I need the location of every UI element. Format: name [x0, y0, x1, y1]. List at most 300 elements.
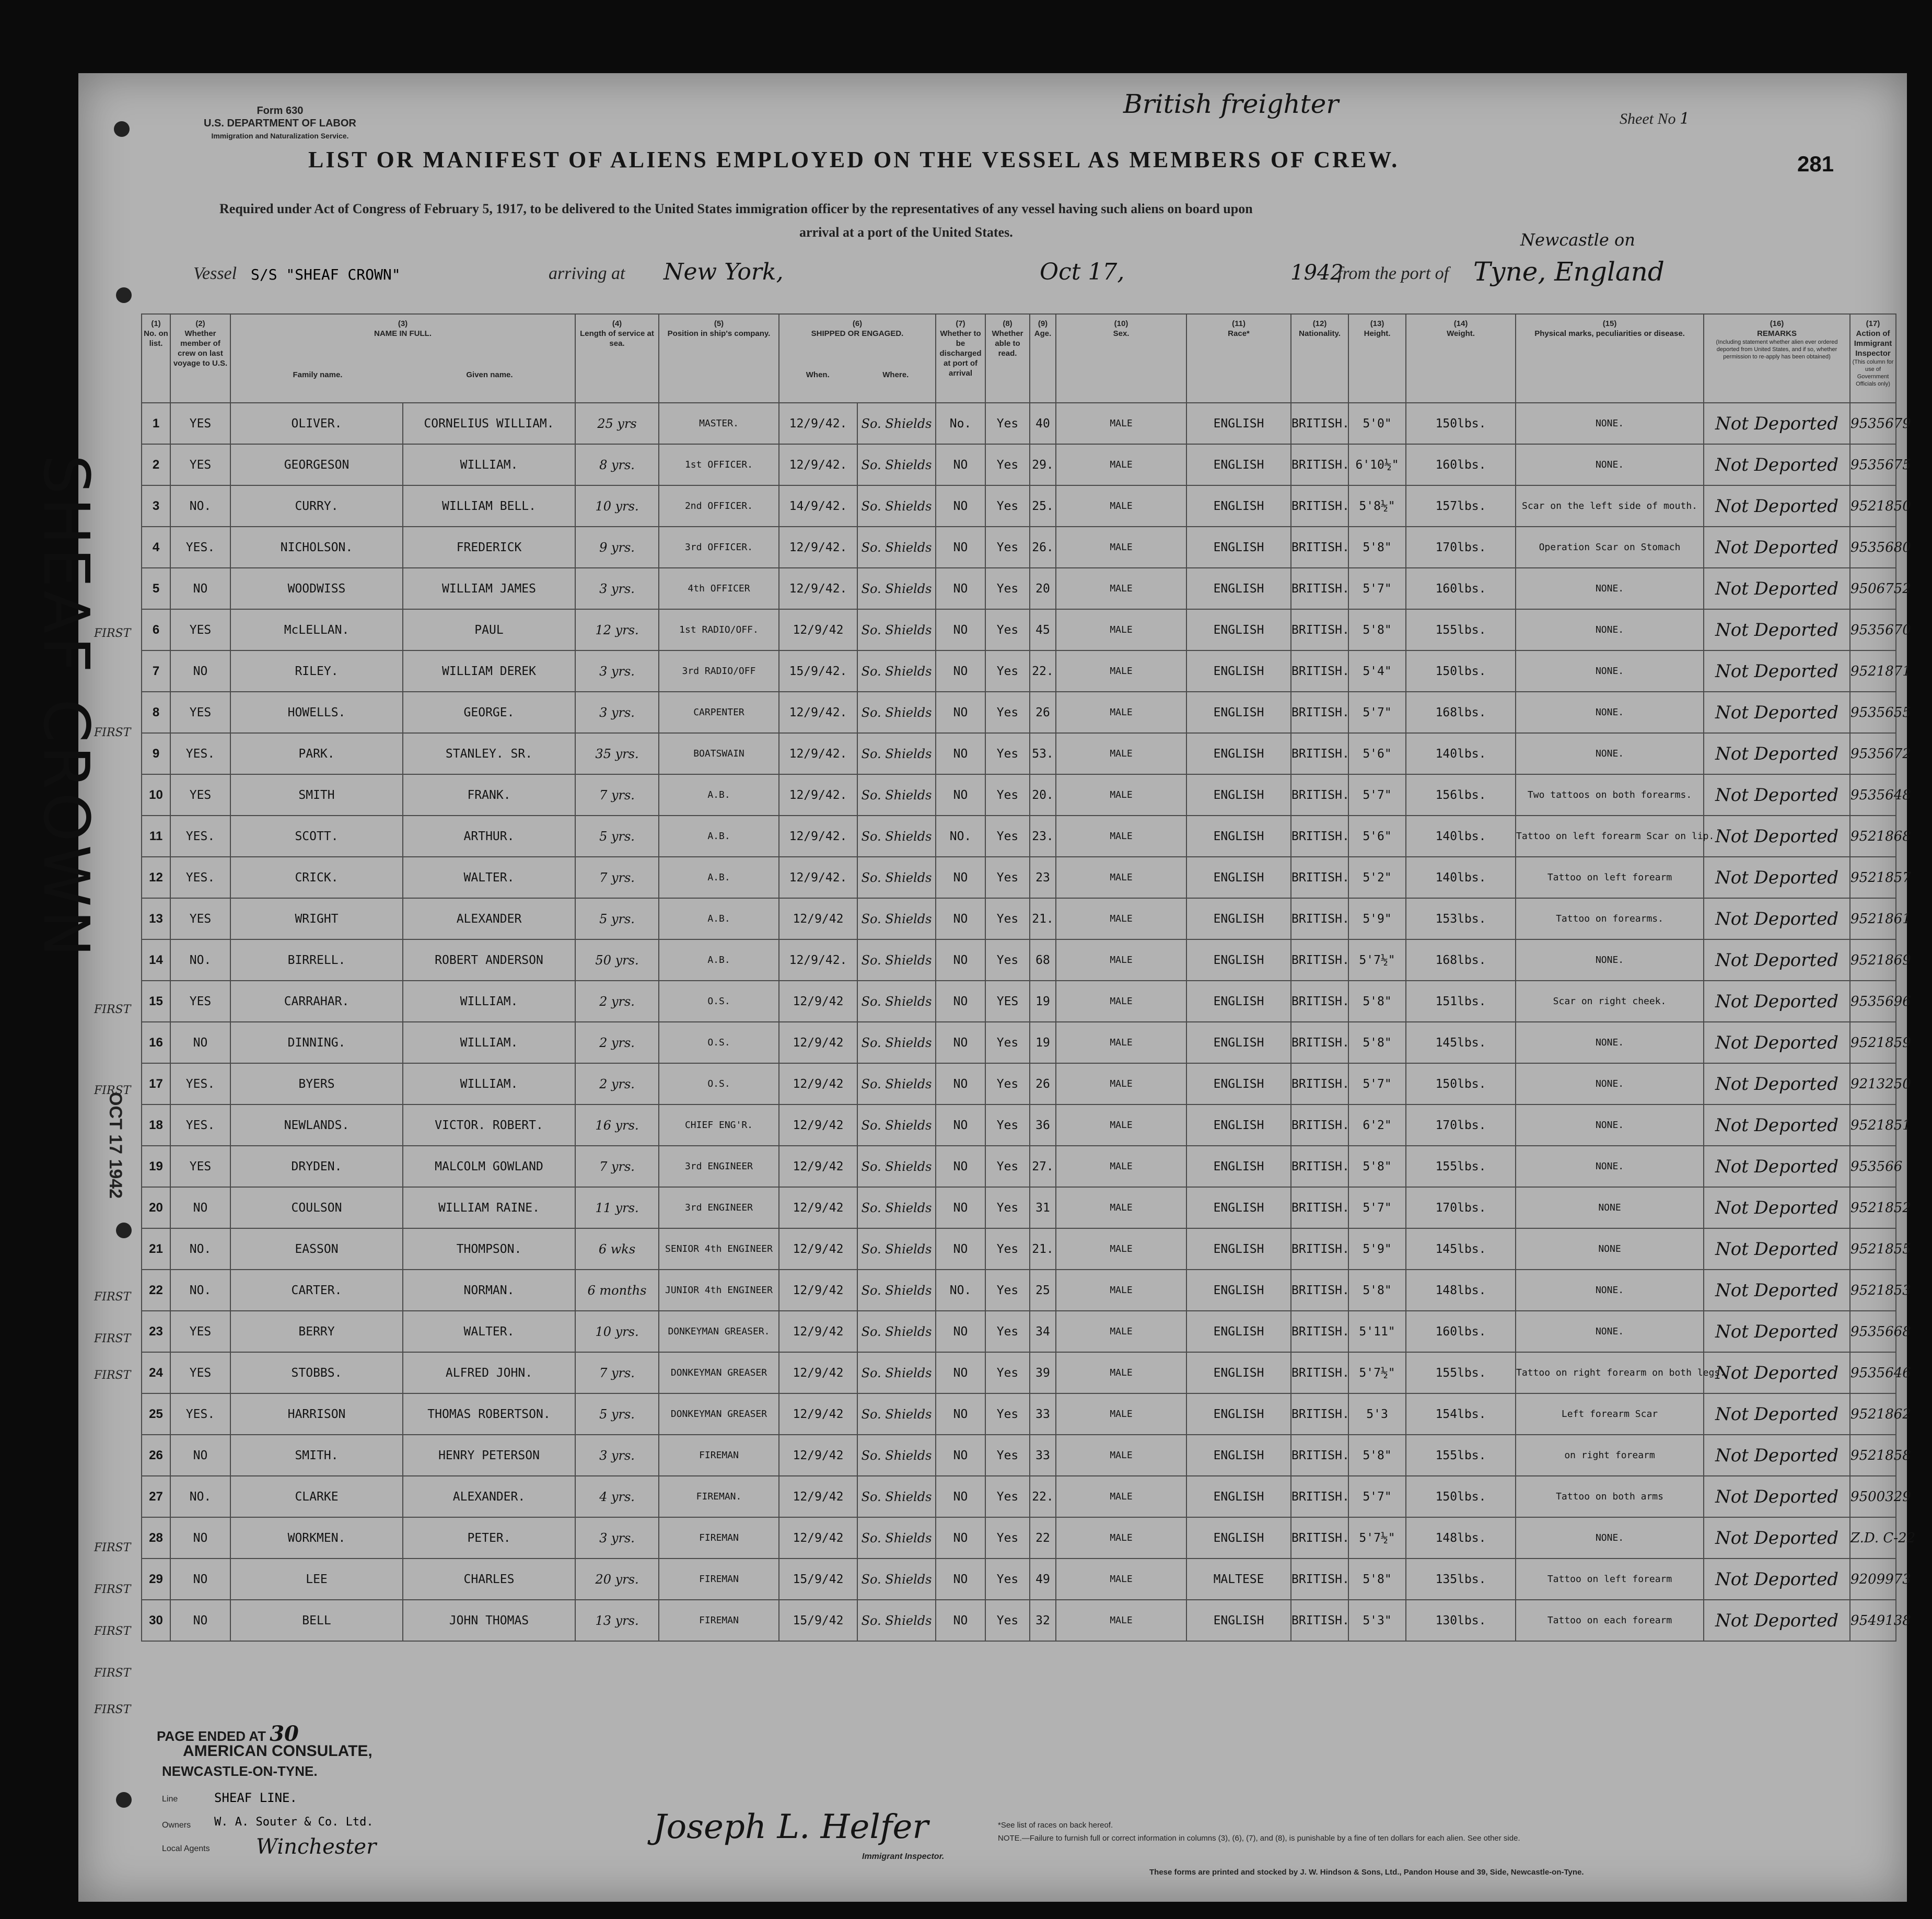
race-note: *See list of races on back hereof.: [998, 1821, 1113, 1830]
cell-height: 5'8": [1348, 1435, 1406, 1476]
vessel-name: S/S "SHEAF CROWN": [251, 266, 401, 283]
cell-weight: 170lbs.: [1406, 1104, 1516, 1146]
cell-position: A.B.: [659, 774, 779, 816]
cell-read: Yes: [985, 774, 1030, 816]
cell-remarks: Not Deported: [1704, 1311, 1850, 1352]
cell-remarks: Not Deported: [1704, 1022, 1850, 1063]
cell-read: Yes: [985, 1104, 1030, 1146]
cell-race: ENGLISH: [1186, 981, 1291, 1022]
cell-service: 7 yrs.: [575, 774, 659, 816]
cell-where: So. Shields: [857, 650, 936, 692]
crew-manifest-table: [141, 313, 1916, 1642]
cell-read: Yes: [985, 609, 1030, 650]
table-row: [142, 1517, 1896, 1559]
cell-remarks: Not Deported: [1704, 1393, 1850, 1435]
cell-last: YES: [170, 981, 230, 1022]
column-header: (13) Height.: [1348, 314, 1406, 403]
cell-family: GEORGESON: [230, 444, 403, 485]
cell-where: So. Shields: [857, 403, 936, 444]
cell-position: A.B.: [659, 939, 779, 981]
cell-remarks: Not Deported: [1704, 1187, 1850, 1228]
margin-first-mark: FIRST: [94, 1583, 131, 1596]
cell-service: 3 yrs.: [575, 692, 659, 733]
cell-when: 15/9/42: [779, 1559, 857, 1600]
cell-sex: MALE: [1056, 568, 1186, 609]
cell-given: PAUL: [403, 609, 575, 650]
table-row: [142, 1600, 1896, 1641]
cell-read: Yes: [985, 1476, 1030, 1517]
cell-last: NO.: [170, 485, 230, 527]
cell-age: 19: [1030, 981, 1056, 1022]
table-row: [142, 1146, 1896, 1187]
cell-age: 31: [1030, 1187, 1056, 1228]
arriving-label: arriving at: [549, 264, 625, 283]
cell-no: 18: [142, 1104, 170, 1146]
cell-where: So. Shields: [857, 898, 936, 939]
cell-given: WILLIAM DEREK: [403, 650, 575, 692]
cell-read: Yes: [985, 1228, 1030, 1270]
cell-sex: MALE: [1056, 774, 1186, 816]
cell-nat: BRITISH.: [1291, 1228, 1348, 1270]
cell-service: 9 yrs.: [575, 527, 659, 568]
table-row: [142, 1393, 1896, 1435]
cell-disch: NO: [936, 1146, 985, 1187]
cell-position: 1st RADIO/OFF.: [659, 609, 779, 650]
cell-marks: Two tattoos on both forearms.: [1516, 774, 1704, 816]
cell-family: CARTER.: [230, 1270, 403, 1311]
cell-no: 20: [142, 1187, 170, 1228]
cell-disch: NO.: [936, 1270, 985, 1311]
cell-read: Yes: [985, 816, 1030, 857]
cell-action: 9521871: [1850, 650, 1896, 692]
cell-family: HOWELLS.: [230, 692, 403, 733]
cell-given: ALFRED JOHN.: [403, 1352, 575, 1393]
service-name: Immigration and Naturalization Service.: [211, 132, 349, 140]
cell-disch: NO: [936, 1228, 985, 1270]
cell-sex: MALE: [1056, 1104, 1186, 1146]
line-value: SHEAF LINE.: [214, 1790, 297, 1805]
cell-remarks: Not Deported: [1704, 1352, 1850, 1393]
column-header: (10) Sex.: [1056, 314, 1186, 403]
cell-disch: NO: [936, 1311, 985, 1352]
cell-where: So. Shields: [857, 444, 936, 485]
cell-service: 6 months: [575, 1270, 659, 1311]
cell-no: 26: [142, 1435, 170, 1476]
cell-service: 2 yrs.: [575, 981, 659, 1022]
cell-nat: BRITISH.: [1291, 568, 1348, 609]
cell-disch: NO: [936, 857, 985, 898]
table-row: [142, 1270, 1896, 1311]
cell-position: SENIOR 4th ENGINEER: [659, 1228, 779, 1270]
cell-read: Yes: [985, 1393, 1030, 1435]
cell-age: 23: [1030, 857, 1056, 898]
cell-family: SCOTT.: [230, 816, 403, 857]
cell-nat: BRITISH.: [1291, 485, 1348, 527]
cell-sex: MALE: [1056, 692, 1186, 733]
cell-where: So. Shields: [857, 733, 936, 774]
cell-no: 25: [142, 1393, 170, 1435]
cell-where: So. Shields: [857, 1270, 936, 1311]
cell-position: O.S.: [659, 981, 779, 1022]
cell-action: 9521855: [1850, 1228, 1896, 1270]
cell-where: So. Shields: [857, 1476, 936, 1517]
cell-marks: Scar on the left side of mouth.: [1516, 485, 1704, 527]
cell-action: 9521851: [1850, 1104, 1896, 1146]
cell-marks: Scar on right cheek.: [1516, 981, 1704, 1022]
cell-no: 10: [142, 774, 170, 816]
cell-height: 5'6": [1348, 816, 1406, 857]
table-row: [142, 1559, 1896, 1600]
cell-position: A.B.: [659, 857, 779, 898]
cell-given: WILLIAM RAINE.: [403, 1187, 575, 1228]
cell-race: ENGLISH: [1186, 1187, 1291, 1228]
cell-no: 14: [142, 939, 170, 981]
cell-read: Yes: [985, 568, 1030, 609]
cell-weight: 168lbs.: [1406, 939, 1516, 981]
cell-age: 36: [1030, 1104, 1056, 1146]
cell-nat: BRITISH.: [1291, 527, 1348, 568]
cell-no: 8: [142, 692, 170, 733]
cell-weight: 160lbs.: [1406, 1311, 1516, 1352]
cell-sex: MALE: [1056, 609, 1186, 650]
cell-family: WOODWISS: [230, 568, 403, 609]
cell-no: 4: [142, 527, 170, 568]
cell-action: 9535655: [1850, 692, 1896, 733]
cell-age: 26.: [1030, 527, 1056, 568]
cell-given: THOMAS ROBERTSON.: [403, 1393, 575, 1435]
cell-remarks: Not Deported: [1704, 650, 1850, 692]
cell-height: 5'8": [1348, 609, 1406, 650]
cell-marks: NONE.: [1516, 939, 1704, 981]
cell-position: FIREMAN.: [659, 1476, 779, 1517]
page-number: 281: [1797, 152, 1834, 176]
cell-service: 35 yrs.: [575, 733, 659, 774]
cell-no: 9: [142, 733, 170, 774]
cell-read: Yes: [985, 650, 1030, 692]
cell-family: COULSON: [230, 1187, 403, 1228]
column-header: (11) Race*: [1186, 314, 1291, 403]
column-header: (12) Nationality.: [1291, 314, 1348, 403]
cell-when: 12/9/42: [779, 981, 857, 1022]
cell-remarks: Not Deported: [1704, 1435, 1850, 1476]
cell-action: 9521850: [1850, 485, 1896, 527]
cell-height: 5'2": [1348, 857, 1406, 898]
cell-read: Yes: [985, 898, 1030, 939]
cell-when: 12/9/42.: [779, 733, 857, 774]
cell-remarks: Not Deported: [1704, 857, 1850, 898]
cell-where: So. Shields: [857, 1435, 936, 1476]
cell-remarks: Not Deported: [1704, 527, 1850, 568]
table-row: [142, 485, 1896, 527]
cell-last: YES.: [170, 816, 230, 857]
cell-service: 3 yrs.: [575, 1517, 659, 1559]
cell-last: NO: [170, 1022, 230, 1063]
cell-family: EASSON: [230, 1228, 403, 1270]
cell-read: Yes: [985, 444, 1030, 485]
cell-race: ENGLISH: [1186, 403, 1291, 444]
cell-height: 5'3": [1348, 1600, 1406, 1641]
cell-given: WILLIAM.: [403, 444, 575, 485]
cell-height: 5'8": [1348, 1270, 1406, 1311]
cell-position: DONKEYMAN GREASER: [659, 1393, 779, 1435]
cell-remarks: Not Deported: [1704, 403, 1850, 444]
column-header: (6) SHIPPED OR ENGAGED. When. Where.: [779, 314, 936, 403]
cell-race: ENGLISH: [1186, 1228, 1291, 1270]
cell-when: 12/9/42: [779, 1270, 857, 1311]
manifest-sheet: [29, 73, 1916, 1902]
cell-where: So. Shields: [857, 692, 936, 733]
cell-position: 3rd OFFICER.: [659, 527, 779, 568]
cell-height: 5'11": [1348, 1311, 1406, 1352]
cell-read: Yes: [985, 485, 1030, 527]
cell-read: Yes: [985, 403, 1030, 444]
cell-remarks: Not Deported: [1704, 733, 1850, 774]
cell-given: PETER.: [403, 1517, 575, 1559]
cell-last: YES.: [170, 1104, 230, 1146]
cell-disch: NO: [936, 1600, 985, 1641]
margin-first-mark: FIRST: [94, 1003, 131, 1016]
table-row: [142, 1187, 1896, 1228]
cell-weight: 155lbs.: [1406, 1352, 1516, 1393]
cell-service: 50 yrs.: [575, 939, 659, 981]
cell-race: ENGLISH: [1186, 898, 1291, 939]
cell-action: 9535670: [1850, 609, 1896, 650]
table-row: [142, 816, 1896, 857]
cell-family: RILEY.: [230, 650, 403, 692]
department-name: U.S. DEPARTMENT OF LABOR: [204, 118, 356, 129]
cell-action: 9535668: [1850, 1311, 1896, 1352]
cell-service: 25 yrs: [575, 403, 659, 444]
cell-age: 29.: [1030, 444, 1056, 485]
cell-last: NO.: [170, 939, 230, 981]
cell-remarks: Not Deported: [1704, 1476, 1850, 1517]
cell-height: 6'10½": [1348, 444, 1406, 485]
cell-disch: NO: [936, 1476, 985, 1517]
cell-disch: NO: [936, 774, 985, 816]
cell-nat: BRITISH.: [1291, 403, 1348, 444]
cell-action: 9521852: [1850, 1187, 1896, 1228]
cell-when: 12/9/42.: [779, 527, 857, 568]
cell-weight: 150lbs.: [1406, 1063, 1516, 1104]
margin-first-mark: FIRST: [94, 1084, 131, 1097]
cell-sex: MALE: [1056, 444, 1186, 485]
cell-age: 22.: [1030, 1476, 1056, 1517]
cell-given: ALEXANDER: [403, 898, 575, 939]
cell-age: 21.: [1030, 898, 1056, 939]
cell-family: WORKMEN.: [230, 1517, 403, 1559]
cell-height: 5'8": [1348, 981, 1406, 1022]
cell-weight: 150lbs.: [1406, 1476, 1516, 1517]
margin-first-mark: FIRST: [94, 1703, 131, 1716]
cell-marks: NONE.: [1516, 1104, 1704, 1146]
cell-position: BOATSWAIN: [659, 733, 779, 774]
cell-family: DINNING.: [230, 1022, 403, 1063]
table-row: [142, 1352, 1896, 1393]
cell-action: 9213250: [1850, 1063, 1896, 1104]
cell-position: A.B.: [659, 816, 779, 857]
table-row: [142, 1311, 1896, 1352]
cell-family: NEWLANDS.: [230, 1104, 403, 1146]
cell-race: ENGLISH: [1186, 568, 1291, 609]
cell-given: CHARLES: [403, 1559, 575, 1600]
cell-remarks: Not Deported: [1704, 1600, 1850, 1641]
agents-label: Local Agents: [162, 1844, 210, 1853]
table-row: [142, 650, 1896, 692]
cell-where: So. Shields: [857, 485, 936, 527]
cell-no: 29: [142, 1559, 170, 1600]
cell-age: 21.: [1030, 1228, 1056, 1270]
cell-sex: MALE: [1056, 403, 1186, 444]
cell-sex: MALE: [1056, 1517, 1186, 1559]
cell-when: 12/9/42: [779, 1393, 857, 1435]
cell-weight: 130lbs.: [1406, 1600, 1516, 1641]
cell-weight: 154lbs.: [1406, 1393, 1516, 1435]
cell-weight: 156lbs.: [1406, 774, 1516, 816]
margin-ship-name: SHEAF CROWN: [29, 455, 102, 960]
cell-last: NO: [170, 650, 230, 692]
table-row: [142, 981, 1896, 1022]
cell-marks: NONE: [1516, 1187, 1704, 1228]
consulate-stamp-2: NEWCASTLE-ON-TYNE.: [162, 1763, 318, 1779]
cell-marks: Tattoo on both arms: [1516, 1476, 1704, 1517]
cell-no: 23: [142, 1311, 170, 1352]
cell-height: 5'8": [1348, 1559, 1406, 1600]
column-header: (1) No. on list.: [142, 314, 170, 403]
cell-where: So. Shields: [857, 1393, 936, 1435]
column-header: (17) Action of Immigrant Inspector (This column for use of Government Officials only): [1850, 314, 1896, 403]
cell-weight: 140lbs.: [1406, 816, 1516, 857]
cell-sex: MALE: [1056, 1187, 1186, 1228]
cell-age: 34: [1030, 1311, 1056, 1352]
cell-no: 6: [142, 609, 170, 650]
cell-no: 12: [142, 857, 170, 898]
column-header: (15) Physical marks, peculiarities or disease.: [1516, 314, 1704, 403]
cell-where: So. Shields: [857, 568, 936, 609]
cell-service: 7 yrs.: [575, 1352, 659, 1393]
table-row: [142, 609, 1896, 650]
cell-sex: MALE: [1056, 1270, 1186, 1311]
cell-marks: NONE.: [1516, 1063, 1704, 1104]
cell-marks: Tattoo on each forearm: [1516, 1600, 1704, 1641]
cell-action: 9521857: [1850, 857, 1896, 898]
cell-remarks: Not Deported: [1704, 1146, 1850, 1187]
from-port-label: from the port of: [1337, 264, 1449, 283]
cell-action: 9521853: [1850, 1270, 1896, 1311]
cell-when: 12/9/42: [779, 1228, 857, 1270]
cell-last: YES.: [170, 733, 230, 774]
cell-marks: NONE.: [1516, 609, 1704, 650]
cell-action: 9521858: [1850, 1435, 1896, 1476]
cell-disch: NO: [936, 650, 985, 692]
cell-age: 32: [1030, 1600, 1056, 1641]
cell-family: SMITH: [230, 774, 403, 816]
cell-disch: NO: [936, 1104, 985, 1146]
cell-when: 14/9/42.: [779, 485, 857, 527]
cell-disch: No.: [936, 403, 985, 444]
cell-race: ENGLISH: [1186, 1517, 1291, 1559]
cell-read: Yes: [985, 1187, 1030, 1228]
cell-age: 40: [1030, 403, 1056, 444]
cell-action: 9500329: [1850, 1476, 1896, 1517]
cell-where: So. Shields: [857, 1311, 936, 1352]
cell-action: 9521868: [1850, 816, 1896, 857]
cell-age: 33: [1030, 1393, 1056, 1435]
cell-position: FIREMAN: [659, 1559, 779, 1600]
cell-weight: 155lbs.: [1406, 1146, 1516, 1187]
cell-family: CARRAHAR.: [230, 981, 403, 1022]
cell-last: YES.: [170, 1393, 230, 1435]
column-header: (3) NAME IN FULL. Family name. Given name.: [230, 314, 575, 403]
cell-where: So. Shields: [857, 527, 936, 568]
cell-when: 12/9/42: [779, 609, 857, 650]
cell-read: Yes: [985, 1352, 1030, 1393]
cell-weight: 157lbs.: [1406, 485, 1516, 527]
owners-value: W. A. Souter & Co. Ltd.: [214, 1816, 374, 1829]
cell-sex: MALE: [1056, 1311, 1186, 1352]
cell-family: CRICK.: [230, 857, 403, 898]
cell-weight: 140lbs.: [1406, 857, 1516, 898]
cell-weight: 160lbs.: [1406, 568, 1516, 609]
cell-when: 12/9/42.: [779, 403, 857, 444]
cell-height: 5'0": [1348, 403, 1406, 444]
cell-nat: BRITISH.: [1291, 816, 1348, 857]
cell-read: Yes: [985, 939, 1030, 981]
cell-last: NO: [170, 1559, 230, 1600]
cell-disch: NO: [936, 1187, 985, 1228]
arrival-date: Oct 17,: [1040, 259, 1125, 285]
cell-where: So. Shields: [857, 939, 936, 981]
margin-first-mark: FIRST: [94, 1541, 131, 1554]
cell-family: LEE: [230, 1559, 403, 1600]
cell-given: ROBERT ANDERSON: [403, 939, 575, 981]
cell-sex: MALE: [1056, 1393, 1186, 1435]
consulate-stamp-1: AMERICAN CONSULATE,: [183, 1742, 373, 1760]
cell-given: NORMAN.: [403, 1270, 575, 1311]
cell-sex: MALE: [1056, 816, 1186, 857]
cell-when: 12/9/42.: [779, 692, 857, 733]
cell-given: WILLIAM.: [403, 1022, 575, 1063]
cell-read: Yes: [985, 1022, 1030, 1063]
cell-race: ENGLISH: [1186, 816, 1291, 857]
cell-disch: NO: [936, 485, 985, 527]
cell-action: 9535648: [1850, 774, 1896, 816]
manifest-subtitle-1: Required under Act of Congress of February 5, 1917, to be delivered to the United States immigration officer by the representatives of any vessel having such aliens on board upon: [219, 201, 1253, 216]
cell-race: ENGLISH: [1186, 857, 1291, 898]
cell-marks: Tattoo on left forearm Scar on lip.: [1516, 816, 1704, 857]
cell-no: 3: [142, 485, 170, 527]
cell-position: 1st OFFICER.: [659, 444, 779, 485]
cell-race: ENGLISH: [1186, 1352, 1291, 1393]
cell-age: 27.: [1030, 1146, 1056, 1187]
cell-action: 9521869: [1850, 939, 1896, 981]
column-header: (9) Age.: [1030, 314, 1056, 403]
column-header: (16) REMARKS (Including statement whether alien ever ordered deported from United States, and if so, whether permission to re-apply has been obtained): [1704, 314, 1850, 403]
cell-position: DONKEYMAN GREASER.: [659, 1311, 779, 1352]
cell-disch: NO: [936, 1435, 985, 1476]
cell-age: 25.: [1030, 485, 1056, 527]
cell-disch: NO: [936, 568, 985, 609]
agents-value: Winchester: [256, 1835, 377, 1859]
page-ended-stamp: PAGE ENDED AT 30: [157, 1722, 299, 1746]
cell-remarks: Not Deported: [1704, 1228, 1850, 1270]
cell-age: 19: [1030, 1022, 1056, 1063]
cell-sex: MALE: [1056, 898, 1186, 939]
printer-note: These forms are printed and stocked by J. W. Hindson & Sons, Ltd., Pandon House and 39, Side, Newcastle-on-Tyne.: [1149, 1868, 1584, 1877]
manifest-subtitle-2: arrival at a port of the United States.: [799, 225, 1013, 240]
table-row: [142, 1476, 1896, 1517]
cell-given: FREDERICK: [403, 527, 575, 568]
cell-position: FIREMAN: [659, 1435, 779, 1476]
